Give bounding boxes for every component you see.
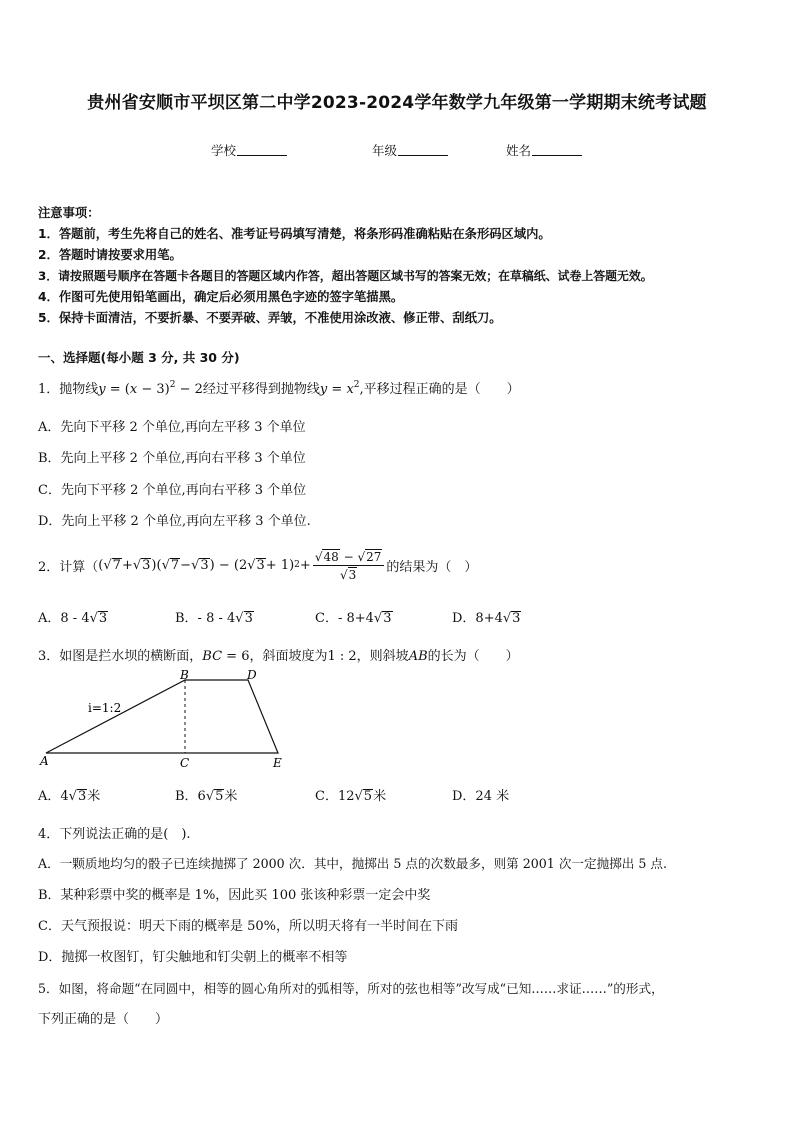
sqrt-symbol: √3 [247, 557, 265, 573]
q2-option-b[interactable] [175, 607, 254, 626]
q2-exponent: 2 [294, 560, 300, 570]
q2-radicand: 3 [348, 567, 357, 582]
sqrt-symbol: √3 [132, 557, 151, 573]
q3-bc: BC [202, 649, 223, 664]
q3-option-unit: 米 [373, 789, 387, 804]
q3-ratio: 1 : 2 [327, 649, 357, 664]
q3-option-unit: 米 [87, 789, 101, 804]
q4-option-d[interactable]: D．抛掷一枚图钉，钉尖触地和钉尖朝上的概率不相等 [38, 950, 348, 965]
question-2-stem [38, 543, 477, 587]
q2-radicand: 3 [256, 557, 265, 573]
question-5-stem-line1: 5．如图，将命题“在同圆中，相等的圆心角所对的弧相等，所对的弦也相等”改写成“已知……求证……”的形式， [38, 981, 664, 996]
q2-expr-part: + 1) [265, 557, 295, 573]
q2-option-label: C．- 8+4 [315, 611, 374, 626]
q4-option-a[interactable]: A．一颗质地均匀的骰子已连续抛掷了 2000 次．其中，抛掷出 5 点的次数最多，则第 2001 次一定抛掷出 5 点. [38, 856, 667, 871]
q2-expr-part: )( [151, 557, 162, 573]
q2-option-radicand: 3 [383, 611, 392, 626]
q2-radicand: 27 [366, 549, 382, 564]
q2-denominator [313, 566, 385, 582]
q2-expr-part: + [299, 557, 311, 573]
q1-option-b[interactable]: B．先向上平移 2 个单位,再向右平移 3 个单位 [38, 451, 306, 466]
q1-formula: y [98, 382, 106, 397]
vertex-label-e: E [273, 756, 282, 770]
q2-expr-part: + [121, 557, 133, 573]
q1-formula2-part: x [346, 382, 354, 397]
note-item: 1．答题前，考生先将自己的姓名、准考证号码填写清楚，将条形码准确粘贴在条形码区域内。 [38, 227, 551, 241]
sqrt-symbol: √3 [235, 611, 253, 626]
sqrt-symbol: √48 [314, 549, 339, 564]
q3-option-radicand: 5 [363, 789, 373, 804]
vertex-label-b: B [180, 668, 189, 682]
q2-option-c[interactable] [315, 607, 393, 626]
q1-formula-part: − 3) [137, 382, 170, 397]
name-field[interactable] [506, 141, 582, 159]
sqrt-symbol: √5 [205, 789, 224, 804]
question-5-stem-line2: 下列正确的是（ ） [38, 1012, 169, 1027]
name-blank[interactable] [532, 143, 582, 156]
q1-formula2-exponent: 2 [353, 380, 360, 390]
q1-option-c[interactable]: C．先向下平移 2 个单位,再向右平移 3 个单位 [38, 483, 307, 498]
q2-fraction [313, 549, 385, 582]
note-item: 5．保持卡面清洁，不要折暴、不要弄破、弄皱，不准使用涂改液、修正带、刮纸刀。 [38, 311, 502, 325]
note-item: 4．作图可先使用铅笔画出，确定后必须用黑色字迹的签字笔描黑。 [38, 290, 404, 304]
q2-option-radicand: 3 [244, 611, 253, 626]
q2-option-label: B．- 8 - 4 [175, 611, 236, 626]
q3-options [38, 785, 758, 805]
q2-radicand: 7 [170, 557, 180, 573]
q2-option-a[interactable] [38, 607, 108, 626]
name-label: 姓名 [506, 143, 532, 158]
q2-tail: 的结果为（ ） [386, 559, 478, 575]
q2-option-radicand: 3 [512, 611, 521, 626]
q3-option-unit: 米 [224, 789, 238, 804]
q1-option-d[interactable]: D．先向上平移 2 个单位,再向左平移 3 个单位. [38, 514, 311, 529]
q2-option-radicand: 3 [98, 611, 108, 626]
sqrt-symbol: √7 [103, 557, 121, 573]
q3-option-a[interactable] [38, 785, 100, 804]
question-4-stem: 4．下列说法正确的是( ). [38, 827, 191, 842]
q3-option-label: B．6 [175, 789, 206, 804]
q2-expr-part: ) − (2 [209, 557, 248, 573]
q2-option-label: D．8+4 [452, 611, 503, 626]
q1-formula-exponent: 2 [169, 380, 176, 390]
q3-option-label: C．12 [315, 789, 355, 804]
q3-mid2: ，则斜坡 [356, 649, 409, 664]
exam-title: 贵州省安顺市平坝区第二中学2023-2024学年数学九年级第一学期期末统考试题 [87, 93, 707, 113]
q1-option-a[interactable]: A．先向下平移 2 个单位,再向左平移 3 个单位 [38, 420, 306, 435]
trapezoid-shape [46, 680, 278, 753]
q4-option-c[interactable]: C．天气预报说：明天下雨的概率是 50%，所以明天将有一半时间在下雨 [38, 919, 458, 934]
q3-mid: ，斜面坡度为 [249, 649, 328, 664]
sqrt-symbol: √3 [502, 611, 521, 626]
q3-option-label: A．4 [38, 789, 69, 804]
q2-radicand: 3 [142, 557, 151, 573]
q3-option-d[interactable]: D．24 米 [452, 789, 510, 804]
grade-blank[interactable] [398, 143, 448, 156]
q3-ab: AB [408, 649, 428, 664]
section-heading: 一、选择题(每小题 3 分, 共 30 分) [38, 350, 240, 365]
q3-option-radicand: 3 [77, 789, 87, 804]
q1-lead: 1．抛物线 [38, 382, 99, 397]
note-item: 2．答题时请按要求用笔。 [38, 248, 182, 262]
q2-option-d[interactable] [452, 607, 521, 626]
note-item: 3．请按照题号顺序在答题卡各题目的答题区域内作答，超出答题区域书写的答案无效；在草稿纸、试卷上答题无效。 [38, 269, 653, 283]
school-field[interactable] [211, 141, 287, 159]
q2-lead: 2．计算（ [38, 559, 99, 575]
q2-radicand: 3 [200, 557, 209, 573]
vertex-label-d: D [247, 668, 257, 682]
q2-expr-part: ( [98, 557, 104, 573]
q2-radicand: 48 [323, 549, 339, 564]
q3-lead: 3．如图是拦水坝的横断面， [38, 649, 203, 664]
q3-option-c[interactable] [315, 785, 386, 804]
q3-option-b[interactable] [175, 785, 237, 804]
slope-label: i=1:2 [88, 701, 122, 715]
school-blank[interactable] [237, 143, 287, 156]
q1-formula2-part: = [327, 382, 347, 397]
sqrt-symbol: √7 [161, 557, 180, 573]
sqrt-symbol: √27 [357, 549, 382, 564]
sqrt-symbol: √5 [354, 789, 373, 804]
q2-options [38, 607, 758, 627]
vertex-label-a: A [40, 754, 49, 768]
q2-numerator [313, 549, 385, 566]
q1-tail: ,平移过程正确的是（ ） [359, 382, 520, 397]
sqrt-symbol: √3 [339, 567, 357, 582]
q4-option-b[interactable]: B．某种彩票中奖的概率是 1%，因此买 100 张该种彩票一定会中奖 [38, 888, 431, 903]
dam-cross-section-figure [30, 668, 300, 774]
q1-formula-part: x [129, 382, 138, 397]
q1-formula2-part: y [319, 382, 328, 397]
question-1-stem [38, 378, 520, 397]
vertex-label-c: C [180, 756, 190, 770]
notes-block [38, 203, 653, 329]
q1-formula-part: = ( [105, 382, 130, 397]
q1-mid: 经过平移得到抛物线 [202, 382, 320, 397]
q1-formula-part: − 2 [175, 382, 203, 397]
grade-label: 年级 [372, 143, 398, 158]
q3-option-radicand: 5 [215, 789, 224, 804]
question-3-stem [38, 645, 519, 664]
q2-expr-part: − [180, 557, 192, 573]
q3-eq: = 6 [222, 649, 250, 664]
q2-option-label: A．8 - 4 [38, 611, 90, 626]
q2-radicand: 7 [112, 557, 121, 573]
q2-expr-part: − [339, 549, 358, 564]
school-label: 学校 [211, 143, 237, 158]
sqrt-symbol: √3 [373, 611, 392, 626]
notes-heading: 注意事项： [38, 206, 100, 220]
sqrt-symbol: √3 [89, 611, 108, 626]
q3-tail: 的长为（ ） [427, 649, 519, 664]
sqrt-symbol: √3 [68, 789, 87, 804]
grade-field[interactable] [372, 141, 448, 159]
sqrt-symbol: √3 [191, 557, 209, 573]
